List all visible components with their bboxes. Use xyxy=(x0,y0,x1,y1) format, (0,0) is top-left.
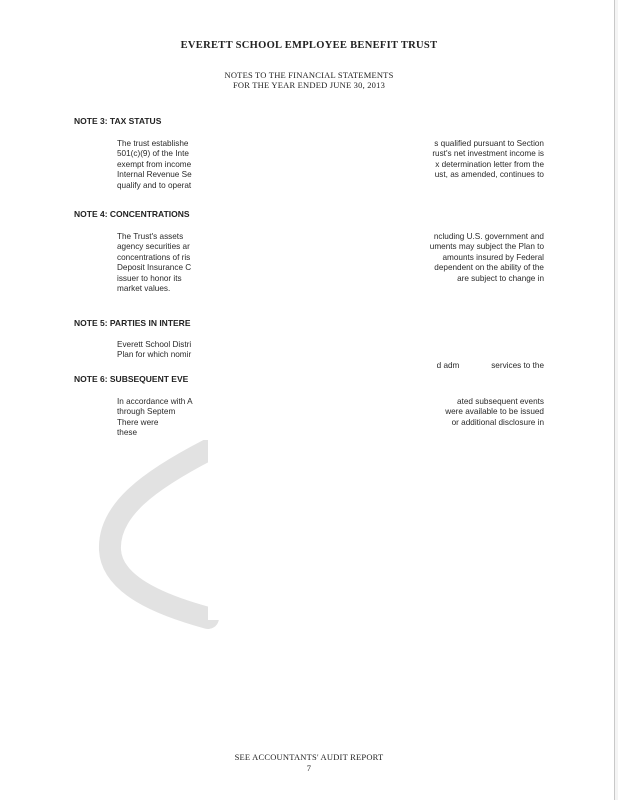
text-line: these xyxy=(117,428,138,438)
note-5-left-text xyxy=(117,340,191,361)
text-line: Internal Revenue Se xyxy=(117,170,192,180)
note-6-right-text xyxy=(445,397,544,428)
text-line: market values. xyxy=(117,283,171,293)
page-edge xyxy=(614,0,618,800)
text-line: d adm services to the xyxy=(436,360,544,370)
document-subtitle-1: NOTES TO THE FINANCIAL STATEMENTS xyxy=(224,70,394,80)
note-6-left-text xyxy=(117,397,193,439)
blank-region xyxy=(208,110,398,620)
page-number: 7 xyxy=(306,763,312,773)
document-subtitle-2: FOR THE YEAR ENDED JUNE 30, 2013 xyxy=(232,80,386,90)
note-5-heading: NOTE 5: PARTIES IN INTERE xyxy=(74,318,191,328)
text-line: qualify and to operat xyxy=(117,180,192,190)
text-line: ncluding U.S. government and xyxy=(433,232,544,241)
text-line: rust's net investment income is xyxy=(432,149,544,159)
text-line: issuer to honor its xyxy=(117,273,182,283)
text-line: through Septem xyxy=(117,407,176,417)
note-5-right-text xyxy=(437,340,544,392)
text-line: are subject to change in xyxy=(457,273,544,283)
note-3-right-text xyxy=(432,139,544,181)
text-line: Everett School Distri xyxy=(117,340,192,349)
note-4-heading: NOTE 4: CONCENTRATIONS xyxy=(74,209,190,219)
note-3-left-text xyxy=(117,139,192,191)
watermark-graphic xyxy=(90,440,220,630)
document-title: EVERETT SCHOOL EMPLOYEE BENEFIT TRUST xyxy=(180,40,438,51)
note-4-left-text xyxy=(117,232,191,294)
text-line: Deposit Insurance C xyxy=(117,263,192,273)
text-line: agency securities ar xyxy=(117,242,190,252)
text-line: Plan for which nomir xyxy=(117,350,192,360)
footer-note: SEE ACCOUNTANTS' AUDIT REPORT xyxy=(234,752,384,762)
text-line: dependent on the ability of the xyxy=(434,263,544,273)
text-line: There were xyxy=(117,417,159,427)
note-4-right-text xyxy=(430,232,544,284)
text-line: The Trust's assets xyxy=(117,232,184,241)
text-line: x determination letter from the xyxy=(435,159,544,169)
text-line: s qualified pursuant to Section xyxy=(434,139,544,148)
text-line: amounts insured by Federal xyxy=(442,252,544,262)
text-line: The trust establishe xyxy=(117,139,189,148)
text-line: or additional disclosure in xyxy=(451,417,544,427)
text-line: In accordance with A xyxy=(117,397,193,406)
note-6-heading: NOTE 6: SUBSEQUENT EVE xyxy=(74,374,189,384)
text-line: concentrations of ris xyxy=(117,252,191,262)
text-line: ated subsequent events xyxy=(457,397,544,406)
note-3-heading: NOTE 3: TAX STATUS xyxy=(74,116,162,126)
text-line: exempt from income xyxy=(117,159,192,169)
text-line: uments may subject the Plan to xyxy=(429,242,544,252)
text-line: were available to be issued xyxy=(445,407,544,417)
text-line: 501(c)(9) of the Inte xyxy=(117,149,189,159)
text-line: ust, as amended, continues to xyxy=(434,170,544,180)
